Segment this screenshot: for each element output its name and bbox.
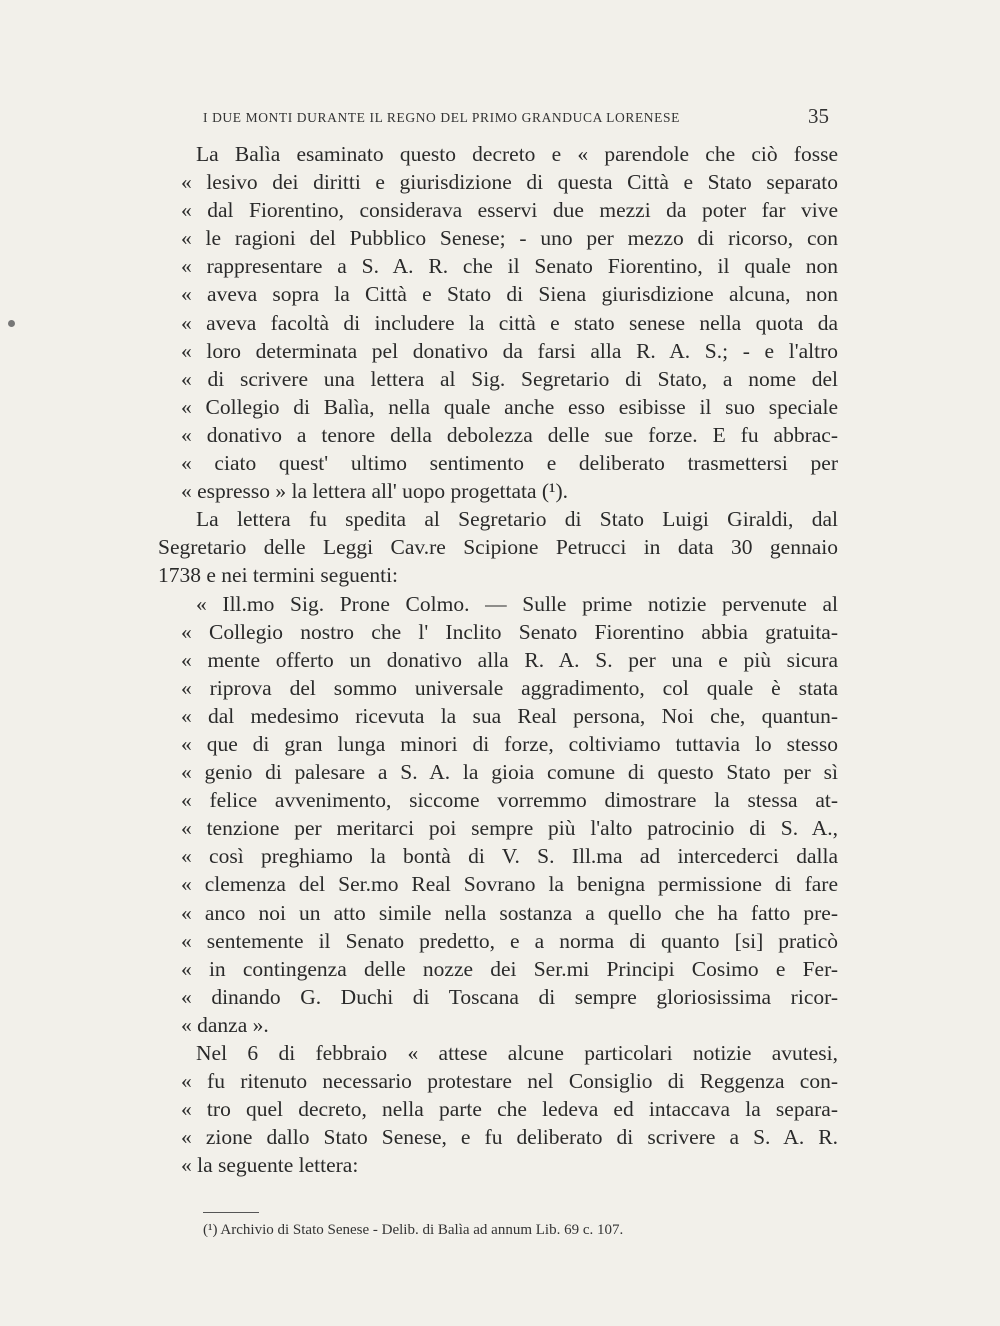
text-line: La lettera fu spedita al Segretario di Stato Luigi Giraldi, dal [196, 507, 838, 532]
text-line: « tro quel decreto, nella parte che ledeva ed intaccava la separa- [181, 1097, 838, 1122]
text-line: « mente offerto un donativo alla R. A. S. per una e più sicura [181, 647, 838, 672]
running-header [203, 106, 829, 132]
text-line: « anco noi un atto simile nella sostanza a quello che ha fatto pre- [181, 900, 838, 925]
text-line: « que di gran lunga minori di forze, coltiviamo tuttavia lo stesso [181, 731, 838, 756]
text-line: « dinando G. Duchi di Toscana di sempre gloriosissima ricor- [181, 984, 838, 1009]
text-line: « Collegio nostro che l' Inclito Senato Fiorentino abbia gratuita- [181, 619, 838, 644]
text-line: « sentemente il Senato predetto, e a norma di quanto [si] praticò [181, 928, 838, 953]
text-line: « lesivo dei diritti e giurisdizione di questa Città e Stato separato [181, 170, 838, 195]
text-line: « tenzione per meritarci poi sempre più l'alto patrocinio di S. A., [181, 816, 838, 841]
text-line: « clemenza del Ser.mo Real Sovrano la benigna permissione di fare [181, 872, 838, 897]
footnote-divider [203, 1212, 259, 1213]
text-line: Nel 6 di febbraio « attese alcune particolari notizie avutesi, [196, 1041, 838, 1065]
text-line: « dal medesimo ricevuta la sua Real persona, Noi che, quantun- [181, 703, 838, 728]
body-text [158, 140, 838, 1179]
text-line: « felice avvenimento, siccome vorremmo dimostrare la stessa at- [181, 788, 838, 813]
text-line: « dal Fiorentino, considerava esservi due mezzi da poter far vive [181, 198, 838, 223]
text-line: « le ragioni del Pubblico Senese; - uno per mezzo di ricorso, con [181, 226, 838, 251]
footnote: (¹) Archivio di Stato Senese - Delib. di Balìa ad annum Lib. 69 c. 107. [203, 1222, 624, 1238]
scan-speck [8, 320, 15, 327]
text-line: « zione dallo Stato Senese, e fu deliberato di scrivere a S. A. R. [181, 1125, 838, 1150]
text-line: « Collegio di Balìa, nella quale anche esso esibisse il suo speciale [181, 394, 838, 419]
text-line: « riprova del sommo universale aggradimento, col quale è stata [181, 675, 838, 700]
text-line: « Ill.mo Sig. Prone Colmo. — Sulle prime notizie pervenute al [196, 591, 838, 616]
text-line: « in contingenza delle nozze dei Ser.mi Principi Cosimo e Fer- [181, 956, 838, 981]
text-line: La Balìa esaminato questo decreto e « parendole che ciò fosse [196, 142, 838, 166]
text-line: « aveva sopra la Città e Stato di Siena giurisdizione alcuna, non [181, 282, 838, 307]
running-title: I DUE MONTI DURANTE IL REGNO DEL PRIMO GRANDUCA LORENESE [203, 110, 680, 125]
text-line: « donativo a tenore della debolezza delle sue forze. E fu abbrac- [181, 422, 838, 447]
text-line: 1738 e nei termini seguenti: [158, 563, 399, 588]
text-line: Segretario delle Leggi Cav.re Scipione Petrucci in data 30 gennaio [158, 535, 838, 560]
text-line: « loro determinata pel donativo da farsi alla R. A. S.; - e l'altro [181, 338, 838, 363]
text-line: « danza ». [181, 1012, 269, 1037]
text-line: « di scrivere una lettera al Sig. Segretario di Stato, a nome del [181, 366, 838, 391]
text-line: « espresso » la lettera all' uopo progettata (¹). [181, 479, 569, 504]
text-line: « rappresentare a S. A. R. che il Senato Fiorentino, il quale non [181, 254, 838, 279]
text-line: « genio di palesare a S. A. la gioia comune di questo Stato per sì [181, 760, 838, 785]
text-line: « la seguente lettera: [181, 1153, 359, 1178]
text-line: « così preghiamo la bontà di V. S. Ill.ma ad intercederci dalla [181, 844, 838, 869]
text-line: « aveva facoltà di includere la città e stato senese nella quota da [181, 310, 838, 335]
text-line: « ciato quest' ultimo sentimento e deliberato trasmettersi per [181, 451, 838, 476]
text-line: « fu ritenuto necessario protestare nel Consiglio di Reggenza con- [181, 1069, 838, 1094]
page-number: 35 [808, 104, 829, 128]
